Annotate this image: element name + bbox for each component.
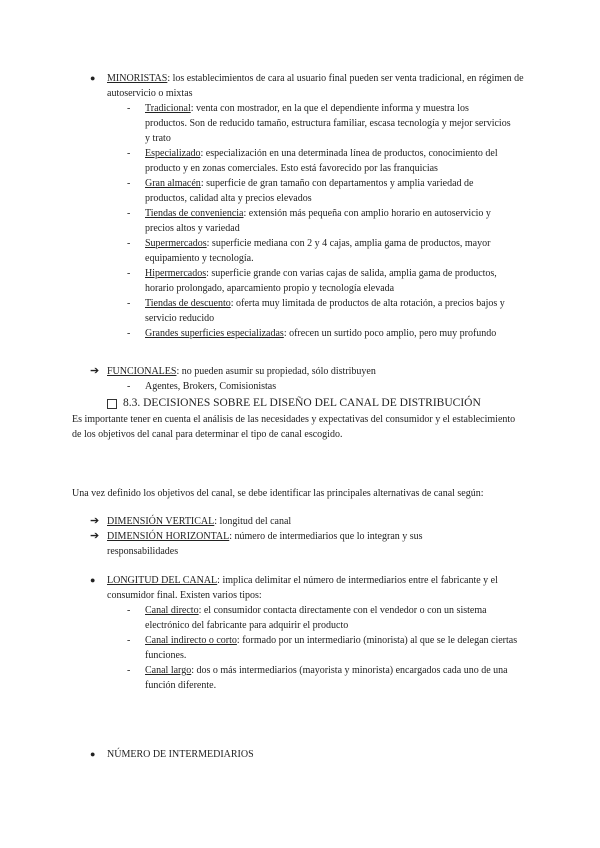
longitud-subitem-desc: : el consumidor contacta directamente con el vendedor o con un sistema electrónico del fabricante para adquirir el producto (145, 605, 487, 631)
minoristas-subitem-term: Tiendas de conveniencia (145, 208, 244, 219)
longitud-subitem (127, 663, 523, 693)
minoristas-subitem (127, 296, 513, 326)
dimension-horizontal (90, 529, 470, 559)
section-paragraph-1: Es importante tener en cuenta el análisis de las necesidades y expectativas del consumidor y el establecimiento de los objetivos del canal para determinar el tipo de canal escogido. (72, 414, 516, 440)
dimension-vertical-desc: : longitud del canal (214, 516, 292, 527)
dash-icon: - (127, 148, 131, 159)
minoristas-subitem (127, 176, 513, 206)
section-heading-text: 8.3. DECISIONES SOBRE EL DISEÑO DEL CANAL DE DISTRIBUCIÓN (123, 397, 481, 409)
dash-icon: - (127, 208, 131, 219)
minoristas-subitem-term: Tradicional (145, 103, 191, 114)
minoristas-sublist (127, 101, 513, 341)
minoristas-subitem-term: Supermercados (145, 238, 207, 249)
arrow-icon: ➔ (90, 530, 100, 542)
longitud-section (90, 573, 530, 693)
minoristas-subitem-term: Gran almacén (145, 178, 201, 189)
section-heading (107, 396, 481, 411)
longitud-subitem (127, 603, 523, 633)
dash-icon: - (127, 238, 131, 249)
longitud-subitem-term: Canal largo (145, 665, 192, 676)
minoristas-subitem-term: Tiendas de descuento (145, 298, 231, 309)
longitud-subitem (127, 633, 523, 663)
longitud-subitem-term: Canal indirecto o corto (145, 635, 237, 646)
funcionales-desc: : no pueden asumir su propiedad, sólo distribuyen (176, 366, 376, 377)
longitud-subitem-desc: : dos o más intermediarios (mayorista y minorista) encargados cada uno de una función diferente. (145, 665, 508, 691)
funcionales-term: FUNCIONALES (107, 366, 177, 377)
longitud-subitem-term: Canal directo (145, 605, 199, 616)
dash-icon: - (127, 103, 131, 114)
dash-icon: - (127, 298, 131, 309)
minoristas-subitem-term: Grandes superficies especializadas (145, 328, 284, 339)
minoristas-subitem (127, 101, 513, 146)
dimension-horizontal-desc: : número de intermediarios que lo integran y sus responsabilidades (107, 531, 423, 557)
numero-title: NÚMERO DE INTERMEDIARIOS (107, 749, 254, 760)
bullet-icon: ● (90, 575, 96, 585)
funcionales-subitem (127, 379, 530, 394)
checkbox-icon (107, 399, 117, 409)
numero-section (90, 747, 530, 762)
minoristas-subitem (127, 326, 513, 341)
bullet-icon: ● (90, 749, 96, 759)
minoristas-subitem (127, 266, 513, 296)
minoristas-item (90, 71, 530, 101)
dash-icon: - (127, 268, 131, 279)
dash-icon: - (127, 178, 131, 189)
dash-icon: - (127, 635, 131, 646)
funcionales-section (90, 364, 530, 394)
minoristas-section (90, 71, 530, 341)
section-paragraph-2: Una vez definido los objetivos del canal, se debe identificar las principales alternativas de canal según: (72, 488, 484, 499)
dash-icon: - (127, 605, 131, 616)
minoristas-desc: : los establecimientos de cara al usuario final pueden ser venta tradicional, en régimen de autoservicio o mixtas (107, 73, 524, 99)
minoristas-subitem-desc: : superficie de gran tamaño con departamentos y amplia variedad de productos, calidad alta y precios elevados (145, 178, 474, 204)
funcionales-subitem-text: Agentes, Brokers, Comisionistas (145, 381, 277, 392)
minoristas-subitem-desc: : ofrecen un surtido poco amplio, pero muy profundo (283, 328, 497, 339)
minoristas-term: MINORISTAS (107, 73, 168, 84)
longitud-sublist (127, 603, 523, 693)
minoristas-subitem-term: Especializado (145, 148, 201, 159)
dimension-horizontal-term: DIMENSIÓN HORIZONTAL (107, 531, 230, 542)
numero-item (90, 747, 530, 762)
minoristas-subitem-term: Hipermercados (145, 268, 207, 279)
dash-icon: - (127, 665, 131, 676)
minoristas-subitem (127, 206, 513, 236)
longitud-subitem-desc: : formado por un intermediario (minorista) al que se le delegan ciertas funciones. (145, 635, 518, 661)
funcionales-item (90, 364, 530, 379)
minoristas-subitem-desc: : extensión más pequeña con amplio horario en autoservicio y precios altos y variedad (145, 208, 491, 234)
minoristas-subitem (127, 236, 513, 266)
minoristas-subitem (127, 146, 513, 176)
longitud-term: LONGITUD DEL CANAL (107, 575, 218, 586)
dash-icon: - (127, 328, 131, 339)
longitud-desc: : implica delimitar el número de intermediarios entre el fabricante y el consumidor final. Existen varios tipos: (107, 575, 498, 601)
minoristas-subitem-desc: : superficie grande con varias cajas de salida, amplia gama de productos, horario prolongado, aparcamiento propio y tecnología elevada (145, 268, 497, 294)
minoristas-subitem-desc: : especialización en una determinada línea de productos, conocimiento del producto y en zonas comerciales. Esto está favorecido por las franquicias (145, 148, 498, 174)
dimension-vertical-term: DIMENSIÓN VERTICAL (107, 516, 215, 527)
minoristas-subitem-desc: : oferta muy limitada de productos de alta rotación, a precios bajos y servicio reducido (145, 298, 505, 324)
minoristas-subitem-desc: : superficie mediana con 2 y 4 cajas, amplia gama de productos, mayor equipamiento y tecnología. (145, 238, 491, 264)
dimension-vertical (90, 514, 470, 529)
bullet-icon: ● (90, 73, 96, 83)
arrow-icon: ➔ (90, 365, 100, 377)
minoristas-subitem-desc: : venta con mostrador, en la que el dependiente informa y muestra los productos. Son de reducido tamaño, estructura familiar, escasa tecnología y mejor servicios y trato (145, 103, 511, 144)
dash-icon: - (127, 381, 131, 392)
longitud-item (90, 573, 530, 603)
dimensions-list (90, 514, 470, 559)
arrow-icon: ➔ (90, 515, 100, 527)
